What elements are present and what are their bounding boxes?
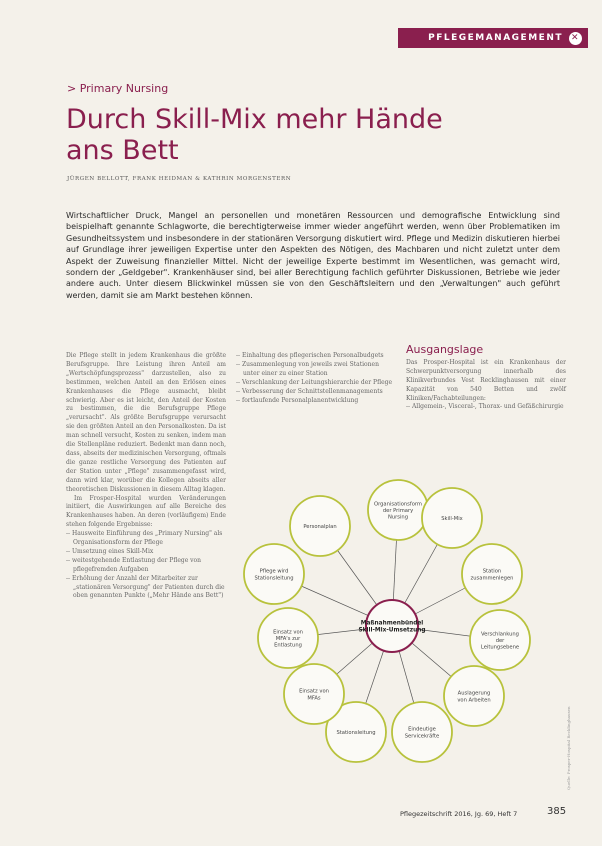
results-list: [66, 530, 226, 601]
diagram-node-label: Pflege wird: [259, 568, 289, 575]
diagram-node-label: MFA's zur: [275, 636, 301, 642]
diagram-node-label: Skill-Mix: [441, 516, 463, 522]
departments-list: [406, 403, 566, 412]
diagram-node-label: der: [495, 638, 505, 644]
body-column-1: [66, 352, 226, 601]
diagram-node-label: Entlastung: [274, 642, 302, 649]
page-number: 385: [547, 806, 567, 817]
diagram-node: [470, 610, 530, 670]
diagram-center-label: Skill-Mix-Umsetzung: [358, 627, 426, 634]
skill-mix-diagram: [230, 470, 570, 770]
diagram-node-label: Organisationsform: [374, 501, 422, 508]
list-item: -- Verschlankung der Leitungshierarchie der Pflege: [236, 378, 393, 386]
section-heading: Ausgangslage: [406, 343, 484, 356]
diagram-node-label: Einsatz von: [299, 688, 329, 695]
diagram-node-label: von Arbeiten: [457, 697, 491, 704]
list-item: -- fortlaufende Personalplanentwicklung: [236, 396, 359, 404]
list-item: -- weitestgehende Entlastung der Pflege von pflegefremden Aufgaben: [66, 556, 202, 573]
body-column-3: [406, 343, 566, 412]
paragraph: Im Frosper-Hospital wurden Veränderungen initiiert, die Auswirkungen auf alle Bereiche des Krankenhauses haben. An deren (vorläufigem) Ende stehen folgende Ergebnisse:: [66, 494, 226, 529]
list-item: -- Umsetzung eines Skill-Mix: [66, 547, 154, 555]
list-item: -- Verbesserung der Schnittstellenmanagements: [236, 387, 383, 395]
diagram-node-label: Stationsleitung: [336, 730, 376, 736]
diagram-node-label: Eindeutige: [408, 726, 436, 733]
diagram-node: [258, 608, 318, 668]
diagram-node: [444, 666, 504, 726]
diagram-node-label: Nursing: [387, 514, 409, 521]
body-column-2: [236, 352, 396, 405]
diagram-node-label: Stationsleitung: [254, 575, 294, 582]
diagram-node: [368, 480, 428, 540]
section-header-bar: [398, 28, 588, 48]
list-item: -- Einhaltung des pflegerischen Personalbudgets: [236, 352, 384, 359]
article-intro: Wirtschaftlicher Druck, Mangel an personellen und monetären Ressourcen und demografische Entwicklung sind beispielhaft genannte Schlagworte, die berechtigterweise immer wieder angeführt werden, wenn über Problematiken im Gesundheitssystem und insbesondere in der stationären Versorgung diskutiert wird. Pflege und Medizin diskutieren hierbei auf Grundlage ihrer jeweiligen Expertise unter den Aspekten des Nötigen, des Machbaren und nicht zuletzt unter dem Aspekt der Zuweisung finanzieller Mittel. Nicht der jeweilige Experte bestimmt im Wesentlichen, was gemacht wird, sondern der „Geldgeber". Krankenhäuser sind, bei aller Berechtigung fachlich geführter Diskussionen, Betriebe wie jeder andere auch. Unter diesem Blickwinkel müssen sie von den Geschäftsleitern und den „Verwaltungen" auch geführt werden, damit sie am Markt bestehen können.: [66, 211, 560, 300]
diagram-node: [392, 702, 452, 762]
list-item: -- Erhöhung der Anzahl der Mitarbeiter zur „stationären Versorgung" der Patienten durch die oben genannten Punkte („Mehr Hände ans Bett"): [66, 574, 225, 600]
diagram-center-label: Maßnahmenbündel: [360, 620, 424, 627]
diagram-node-label: Auslagerung: [457, 690, 491, 697]
article-title: Durch Skill-Mix mehr Hände ans Bett: [66, 104, 443, 166]
list-item: -- Hausweite Einführung des „Primary Nursing" als Organisationsform der Pflege: [66, 530, 223, 547]
diagram-node-label: Station: [482, 568, 502, 575]
diagram-node-label: Verschlankung: [481, 631, 519, 638]
diagram-node: [462, 544, 522, 604]
paragraph: Die Pflege stellt in jedem Krankenhaus die größte Berufsgruppe. Ihre Leistung ihren Anteil am „Wertschöpfungsprozess" darzustellen, also zu bestimmen, welchen Anteil an den Erlösen eines Krankenhauses die Pflege ausmacht, bleibt schwierig. Aber es ist leicht, den Anteil der Kosten zu bestimmen, die die Berufsgruppe Pflege „verursacht". Als größte Berufsgruppe verursacht sie den größten Anteil an den Personalkosten. Da ist man schnell versucht, Kosten zu senken, indem man die Stellenpläne reduziert. Bedenkt man dann noch, dass, abseits der medizinischen Versorgung, oftmals die ganze restliche Versorgung des Patienten auf der Station unter „Pflege" zusammengefasst wird, dann wird klar, worüber die Kollegen abseits aller theoretischen Diskussionen in diesem Alltag klagen.: [66, 352, 227, 493]
image-credit: Quelle: Prosper-Hospital Recklinghausen: [566, 706, 571, 790]
diagram-center: [359, 600, 426, 652]
diagram-node-label: Personalplan: [303, 524, 337, 530]
journal-citation: Pflegezeitschrift 2016, Jg. 69, Heft 7: [400, 810, 518, 818]
journal-logo-icon: ✕: [570, 33, 581, 43]
list-item: -- Zusammenlegung von jeweils zwei Stationen unter einer zu einer Station: [236, 360, 379, 377]
results-list-continued: [236, 352, 396, 405]
article-authors: JÜRGEN BELLOTT, FRANK HEIDMAN & KATHRIN MORGENSTERN: [67, 176, 292, 182]
section-label: PFLEGEMANAGEMENT: [428, 33, 563, 43]
diagram-node: [422, 488, 482, 548]
article-kicker: > Primary Nursing: [67, 82, 169, 95]
diagram-node-label: Einsatz von: [273, 629, 303, 636]
diagram-node: [284, 664, 344, 724]
diagram-node-label: MFAs: [307, 695, 321, 702]
diagram-node: [290, 496, 350, 556]
diagram-node-label: der Primary: [382, 508, 414, 514]
diagram-node-label: Servicekräfte: [404, 733, 440, 740]
list-item: -- Allgemein-, Visceral-, Thorax- und Gefäßchirurgie: [406, 403, 564, 411]
paragraph: Das Prosper-Hospital ist ein Krankenhaus der Schwerpunktversorgung innerhalb des Klinikverbundes Vest Recklinghausen mit einer Kapazität von 540 Betten und zwölf Kliniken/Fachabteilungen:: [406, 358, 566, 402]
diagram-node: [244, 544, 304, 604]
diagram-node-label: Leitungsebene: [480, 644, 520, 651]
diagram-node-label: zusammenlegen: [470, 575, 514, 582]
